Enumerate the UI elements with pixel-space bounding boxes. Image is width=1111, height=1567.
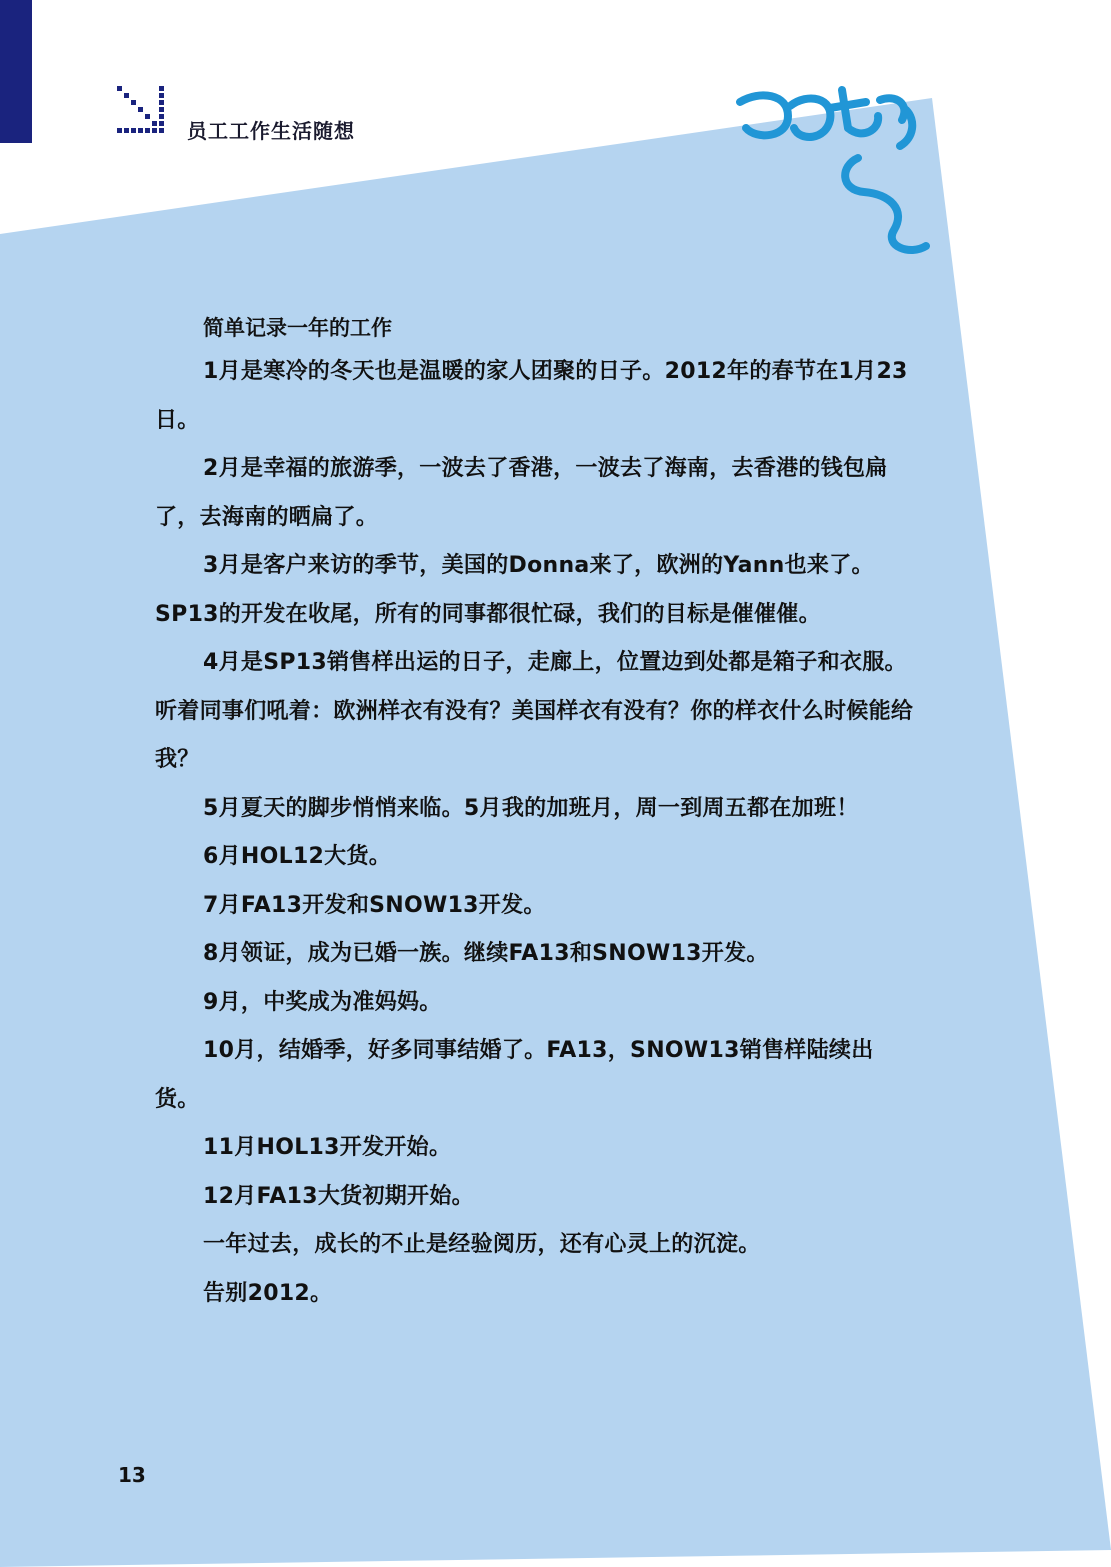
header-title: 员工工作生活随想 (187, 119, 355, 143)
paragraph: 3月是客户来访的季节，美国的Donna来了，欧洲的Yann也来了。SP13的开发在收尾，所有的同事都很忙碌，我们的目标是催催催。 (155, 553, 874, 627)
pixel-staircase-logo-icon (117, 86, 167, 136)
paragraph: 9月，中奖成为准妈妈。 (203, 989, 442, 1015)
paragraph: 1月是寒冷的冬天也是温暖的家人团聚的日子。2012年的春节在1月23日。 (155, 359, 908, 433)
paragraph: 11月HOL13开发开始。 (203, 1135, 452, 1160)
page-number: 13 (118, 1463, 146, 1487)
paragraph: 一年过去，成长的不止是经验阅历，还有心灵上的沉淀。 (203, 1232, 761, 1257)
paragraph: 10月，结婚季，好多同事结婚了。FA13，SNOW13销售样陆续出货。 (155, 1038, 874, 1112)
article-title: 简单记录一年的工作 (203, 316, 392, 340)
corner-accent-bar (0, 0, 32, 143)
paragraph: 5月夏天的脚步悄悄来临。5月我的加班月，周一到周五都在加班！ (203, 795, 859, 821)
paragraph: 12月FA13大货初期开始。 (203, 1183, 474, 1209)
paragraph: 告别2012。 (203, 1280, 333, 1306)
paragraph: 6月HOL12大货。 (203, 844, 392, 869)
paragraph: 2月是幸福的旅游季，一波去了香港，一波去了海南，去香港的钱包扁了，去海南的晒扁了。 (155, 456, 888, 530)
swirl-ornament-icon (730, 80, 940, 260)
paragraph: 7月FA13开发和SNOW13开发。 (203, 892, 546, 918)
paragraph: 4月是SP13销售样出运的日子，走廊上，位置边到处都是箱子和衣服。听着同事们吼着：欧洲样衣有没有？美国样衣有没有？你的样衣什么时候能给我？ (155, 650, 914, 772)
article (155, 308, 915, 1318)
paragraph: 8月领证，成为已婚一族。继续FA13和SNOW13开发。 (203, 941, 769, 966)
